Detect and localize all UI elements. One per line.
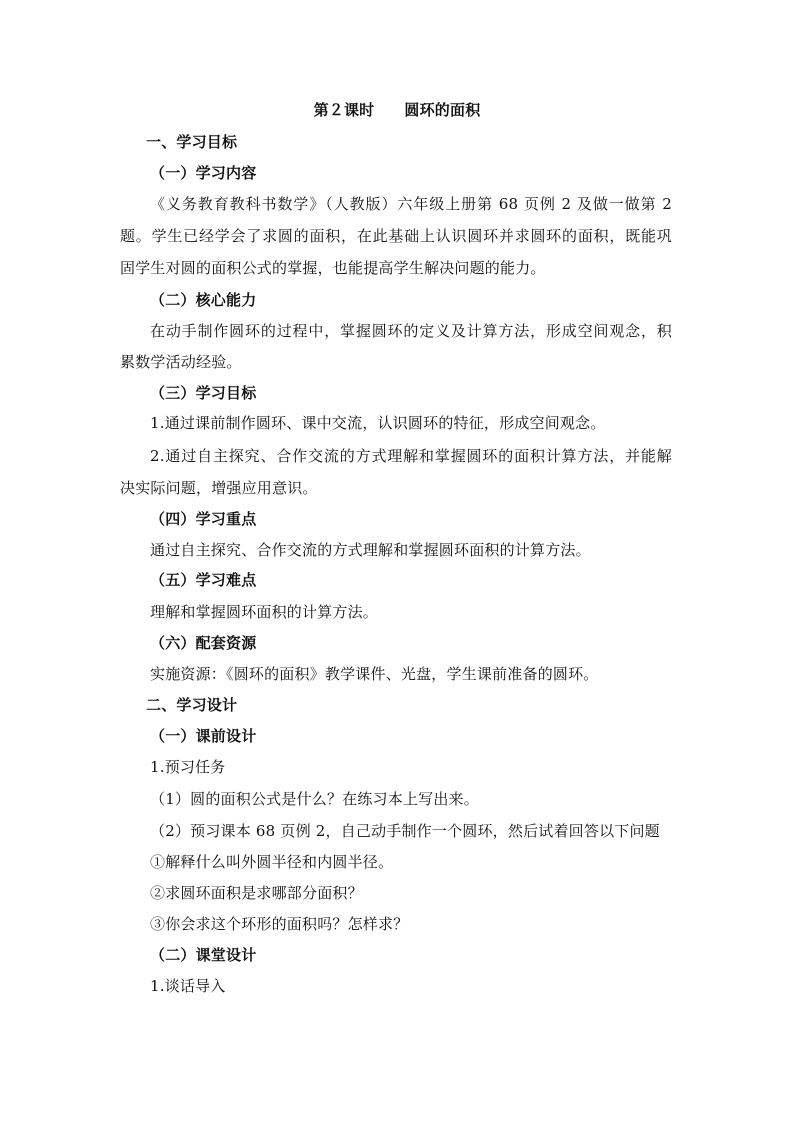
list-item-continuation: 决实际问题，增强应用意识。 (120, 479, 318, 497)
subheading-objectives: （三）学习目标 (150, 384, 257, 402)
paragraph-line: 通过自主探究、合作交流的方式理解和掌握圆环面积的计算方法。 (150, 541, 591, 559)
paragraph-line: 理解和掌握圆环面积的计算方法。 (150, 603, 379, 621)
paragraph-line: 累数学活动经验。 (120, 353, 242, 371)
list-item: 2.通过自主探究、合作交流的方式理解和掌握圆环的面积计算方法，并能解 (150, 447, 672, 465)
list-item: 1.谈话导入 (150, 977, 226, 995)
list-item: ②求圆环面积是求哪部分面积？ (150, 884, 363, 902)
subheading-key-points: （四）学习重点 (150, 510, 257, 528)
paragraph-line: 在动手制作圆环的过程中，掌握圆环的定义及计算方法，形成空间观念，积 (150, 322, 672, 340)
paragraph-line: 固学生对圆的面积公式的掌握，也能提高学生解决问题的能力。 (120, 259, 546, 277)
lesson-topic: 圆环的面积 (404, 101, 481, 119)
paragraph-line: 实施资源：《圆环的面积》教学课件、光盘，学生课前准备的圆环。 (150, 665, 599, 683)
list-item: （2）预习课本 68 页例 2，自己动手制作一个圆环，然后试着回答以下问题 (150, 822, 660, 840)
subheading-pre-class: （一）课前设计 (150, 727, 257, 745)
list-item: 1.预习任务 (150, 758, 226, 776)
list-item: 1.通过课前制作圆环、课中交流，认识圆环的特征，形成空间观念。 (150, 414, 606, 432)
subheading-difficulties: （五）学习难点 (150, 571, 257, 589)
lesson-number: 第２课时 (313, 101, 375, 119)
list-item: ③你会求这个环形的面积吗？怎样求？ (150, 915, 409, 933)
subheading-resources: （六）配套资源 (150, 634, 257, 652)
paragraph-line: 《义务教育教科书数学》（人教版）六年级上册第 68 页例 2 及做一做第 2 (150, 195, 672, 213)
list-item: ①解释什么叫外圆半径和内圆半径。 (150, 853, 394, 871)
section-heading-goals: 一、学习目标 (146, 133, 238, 151)
subheading-ability: （二）核心能力 (150, 291, 257, 309)
section-heading-design: 二、学习设计 (146, 696, 238, 714)
paragraph-line: 题。学生已经学会了求圆的面积，在此基础上认识圆环并求圆环的面积，既能巩 (120, 227, 672, 245)
subheading-in-class: （二）课堂设计 (150, 946, 257, 964)
list-item: （1）圆的面积公式是什么？在练习本上写出来。 (150, 790, 479, 808)
page-title (0, 100, 794, 120)
subheading-content: （一）学习内容 (150, 164, 257, 182)
